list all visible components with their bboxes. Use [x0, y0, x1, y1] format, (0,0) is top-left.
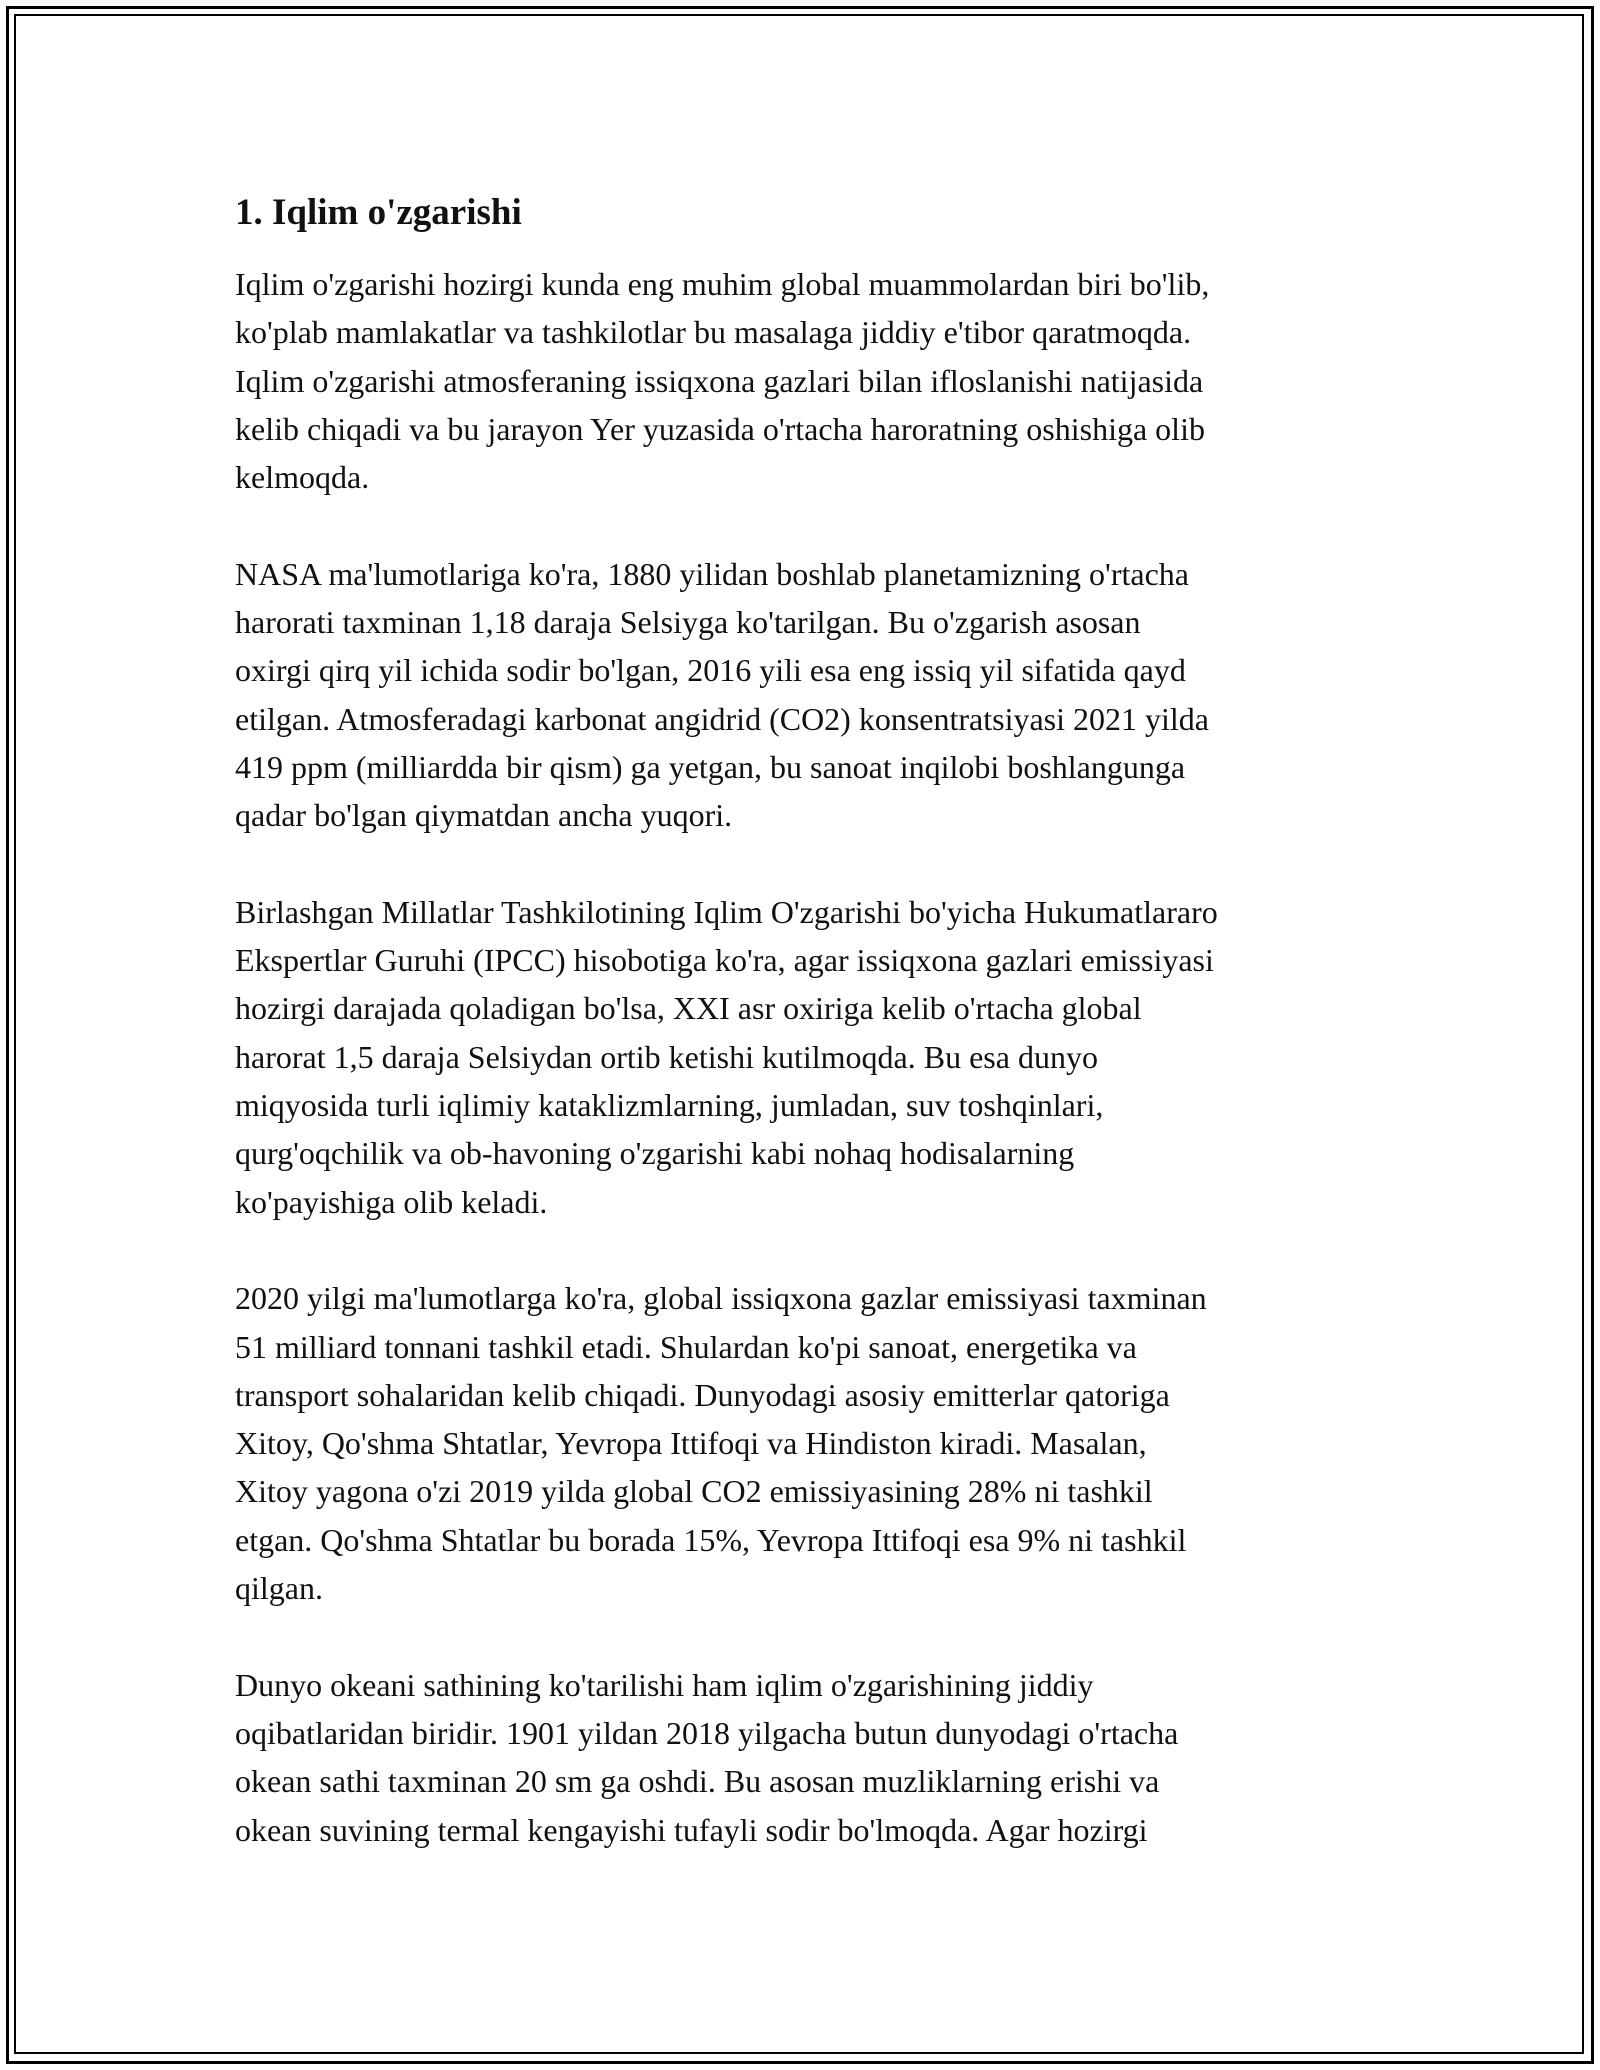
text-line: 2020 yilgi ma'lumotlarga ko'ra, global issiqxona gazlar emissiyasi taxminan: [235, 1280, 1207, 1317]
paragraph-3: [235, 888, 1380, 1226]
text-line: Xitoy yagona o'zi 2019 yilda global CO2 emissiyasining 28% ni tashkil: [235, 1473, 1153, 1510]
text-line: okean suvining termal kengayishi tufayli sodir bo'lmoqda. Agar hozirgi: [235, 1811, 1148, 1848]
text-line: etgan. Qo'shma Shtatlar bu borada 15%, Yevropa Ittifoqi esa 9% ni tashkil: [235, 1521, 1187, 1558]
text-line: 419 ppm (milliardda bir qism) ga yetgan, bu sanoat inqilobi boshlangunga: [235, 748, 1186, 785]
paragraph-1: [235, 260, 1380, 501]
text-line: harorati taxminan 1,18 daraja Selsiyga ko'tarilgan. Bu o'zgarish asosan: [235, 604, 1141, 641]
text-line: Iqlim o'zgarishi atmosferaning issiqxona gazlari bilan ifloslanishi natijasida: [235, 362, 1204, 399]
paragraph-2: [235, 550, 1380, 840]
text-line: qurg'oqchilik va ob-havoning o'zgarishi kabi nohaq hodisalarning: [235, 1135, 1075, 1172]
text-line: hozirgi darajada qoladigan bo'lsa, XXI asr oxiriga kelib o'rtacha global: [235, 990, 1142, 1027]
text-line: kelmoqda.: [235, 459, 370, 496]
text-line: okean sathi taxminan 20 sm ga oshdi. Bu asosan muzliklarning erishi va: [235, 1763, 1160, 1800]
text-line: Ekspertlar Guruhi (IPCC) hisobotiga ko'ra, agar issiqxona gazlari emissiyasi: [235, 942, 1214, 979]
text-line: oqibatlaridan biridir. 1901 yildan 2018 yilgacha butun dunyodagi o'rtacha: [235, 1714, 1179, 1751]
text-line: qilgan.: [235, 1570, 323, 1607]
text-line: oxirgi qirq yil ichida sodir bo'lgan, 2016 yili esa eng issiq yil sifatida qayd: [235, 652, 1186, 689]
section-heading: 1. Iqlim o'zgarishi: [235, 192, 522, 233]
text-line: kelib chiqadi va bu jarayon Yer yuzasida o'rtacha haroratning oshishiga olib: [235, 410, 1205, 447]
text-line: 51 milliard tonnani tashkil etadi. Shulardan ko'pi sanoat, energetika va: [235, 1328, 1137, 1365]
text-line: ko'payishiga olib keladi.: [235, 1183, 548, 1220]
text-line: Birlashgan Millatlar Tashkilotining Iqlim O'zgarishi bo'yicha Hukumatlararo: [235, 893, 1218, 930]
text-line: ko'plab mamlakatlar va tashkilotlar bu masalaga jiddiy e'tibor qaratmoqda.: [235, 314, 1192, 351]
text-line: transport sohalaridan kelib chiqadi. Dunyodagi asosiy emitterlar qatoriga: [235, 1376, 1170, 1413]
text-line: harorat 1,5 daraja Selsiydan ortib ketishi kutilmoqda. Bu esa dunyo: [235, 1038, 1098, 1075]
text-line: Xitoy, Qo'shma Shtatlar, Yevropa Ittifoqi va Hindiston kiradi. Masalan,: [235, 1425, 1147, 1462]
text-line: NASA ma'lumotlariga ko'ra, 1880 yilidan boshlab planetamizning o'rtacha: [235, 555, 1189, 592]
text-line: Dunyo okeani sathining ko'tarilishi ham iqlim o'zgarishining jiddiy: [235, 1666, 1094, 1703]
document-page: [235, 188, 1380, 1902]
paragraph-4: [235, 1274, 1380, 1612]
text-line: miqyosida turli iqlimiy kataklizmlarning, jumladan, suv toshqinlari,: [235, 1087, 1104, 1124]
text-line: Iqlim o'zgarishi hozirgi kunda eng muhim global muammolardan biri bo'lib,: [235, 266, 1210, 302]
text-line: qadar bo'lgan qiymatdan ancha yuqori.: [235, 797, 733, 834]
paragraph-5: [235, 1661, 1380, 1854]
text-line: etilgan. Atmosferadagi karbonat angidrid (CO2) konsentratsiyasi 2021 yilda: [235, 700, 1209, 737]
